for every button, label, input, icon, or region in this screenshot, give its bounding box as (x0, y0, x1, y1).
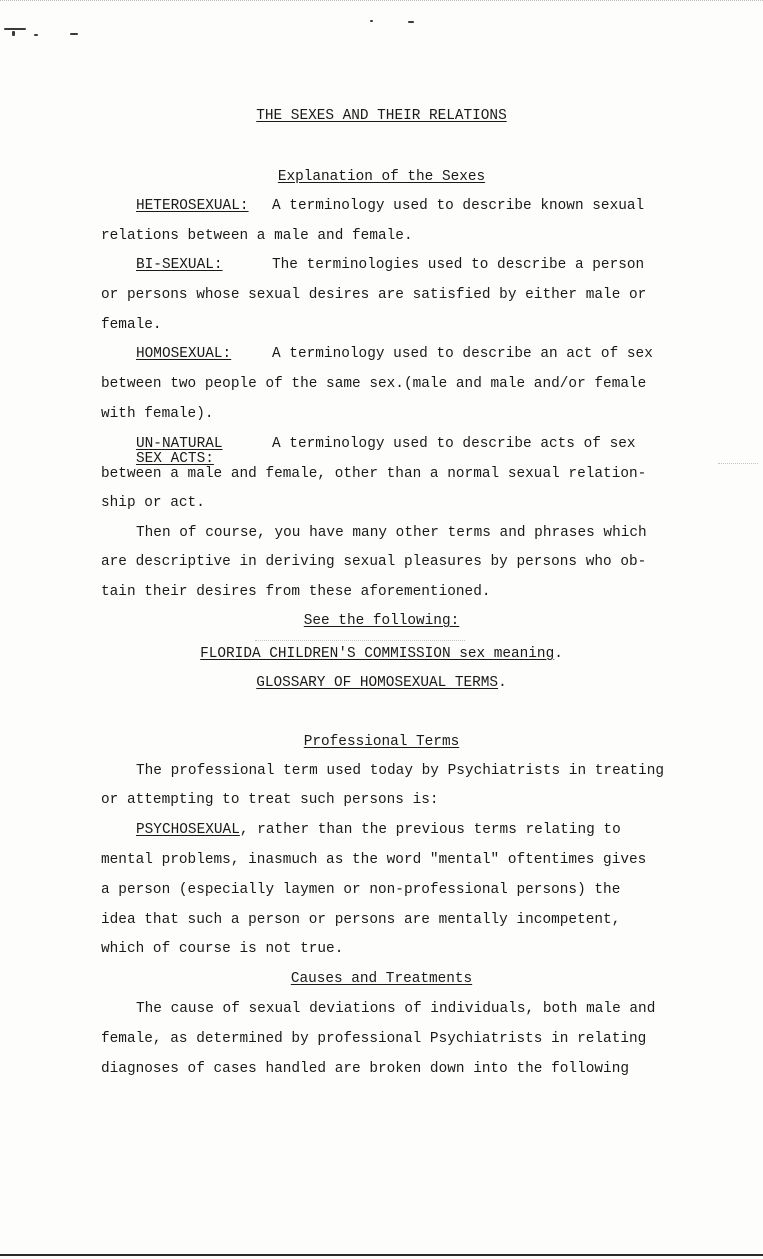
paragraph-line: The professional term used today by Psychiatrists in treating (136, 763, 665, 779)
section-heading-causes: Causes and Treatments (290, 971, 473, 987)
bisexual-term: BI-SEXUAL: (136, 257, 223, 273)
paragraph-line: female, as determined by professional Psychiatrists in relating (101, 1031, 647, 1047)
paragraph-line: mental problems, inasmuch as the word "mental" oftentimes gives (101, 852, 647, 868)
see-following: See the following: (303, 613, 460, 629)
heterosexual-term: HETEROSEXUAL: (136, 198, 249, 214)
bisexual-definition-line: female. (101, 317, 162, 333)
scan-mark (370, 20, 373, 22)
heterosexual-definition-line: relations between a male and female. (101, 228, 413, 244)
paragraph-line: are descriptive in deriving sexual pleasures by persons who ob- (101, 554, 647, 570)
bisexual-definition-line: or persons whose sexual desires are satisfied by either male or (101, 287, 647, 303)
scan-mark (12, 31, 15, 36)
paragraph-line: idea that such a person or persons are mentally incompetent, (101, 912, 621, 928)
paragraph-line: a person (especially laymen or non-professional persons) the (101, 882, 621, 898)
paragraph-line: tain their desires from these aforementioned. (101, 584, 491, 600)
reference-glossary: GLOSSARY OF HOMOSEXUAL TERMS. (256, 675, 507, 691)
paragraph-line: or attempting to treat such persons is: (101, 792, 439, 808)
scan-mark (4, 28, 26, 30)
homosexual-definition-line: between two people of the same sex.(male and male and/or female (101, 376, 647, 392)
psychosexual-term: PSYCHOSEXUAL (136, 822, 240, 838)
scan-mark (408, 21, 414, 23)
psychosexual-paragraph-line: PSYCHOSEXUAL, rather than the previous terms relating to (136, 822, 621, 838)
faint-dots (718, 463, 758, 464)
paragraph-line: which of course is not true. (101, 941, 344, 957)
faint-dots (255, 640, 465, 641)
bottom-edge (0, 1254, 763, 1256)
paragraph-line: The cause of sexual deviations of individuals, both male and (136, 1001, 656, 1017)
homosexual-term: HOMOSEXUAL: (136, 346, 232, 362)
section-heading-explanation: Explanation of the Sexes (277, 169, 486, 185)
bisexual-definition-line: The terminologies used to describe a person (272, 257, 645, 273)
homosexual-definition-line: with female). (101, 406, 214, 422)
homosexual-definition-line: A terminology used to describe an act of sex (272, 346, 653, 362)
unnatural-term: UN-NATURAL (136, 436, 223, 452)
heterosexual-definition-line: A terminology used to describe known sexual (272, 198, 645, 214)
section-heading-professional: Professional Terms (303, 734, 460, 750)
scan-mark (34, 34, 38, 36)
unnatural-definition-line: A terminology used to describe acts of sex (272, 436, 636, 452)
reference-florida-commission: FLORIDA CHILDREN'S COMMISSION sex meaning. (200, 646, 563, 662)
paragraph-line: diagnoses of cases handled are broken down into the following (101, 1061, 630, 1077)
unnatural-term-continued: SEX ACTS: (136, 451, 214, 467)
document-title: THE SEXES AND THEIR RELATIONS (256, 108, 507, 124)
scan-mark (70, 33, 78, 35)
top-edge (0, 0, 763, 2)
unnatural-definition-line: ship or act. (101, 495, 205, 511)
paragraph-line: Then of course, you have many other terms and phrases which (136, 525, 647, 541)
unnatural-definition-line: between a male and female, other than a normal sexual relation- (101, 466, 647, 482)
